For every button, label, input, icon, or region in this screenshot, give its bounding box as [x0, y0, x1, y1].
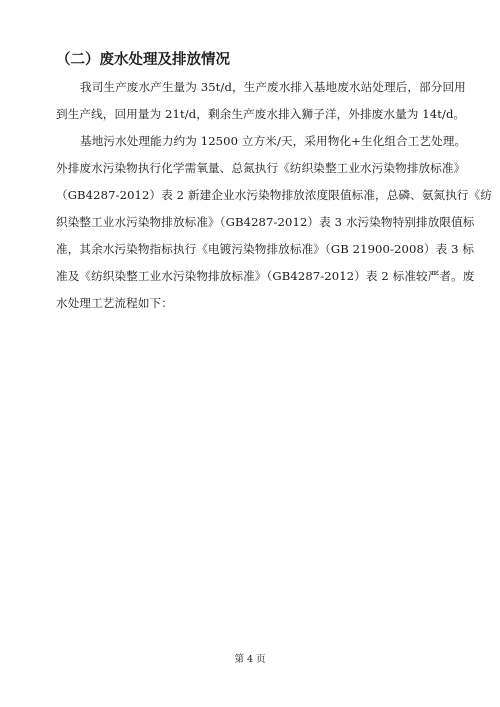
paragraph-line: 织染整工业水污染物排放标准》（GB4287-2012）表 3 水污染物特别排放限值标 [56, 215, 475, 229]
paragraph-line: 基地污水处理能力约为 12500 立方米/天，采用物化+生化组合工艺处理。 [80, 134, 467, 148]
section-heading: （二）废水处理及排放情况 [56, 52, 230, 68]
paragraph-wastewater-volume [56, 74, 466, 128]
paragraph-treatment-standards [56, 128, 492, 317]
paragraph-line: 我司生产废水产生量为 35t/d，生产废水排入基地废水站处理后，部分回用 [80, 80, 466, 94]
paragraph-line: 外排废水污染物执行化学需氧量、总氮执行《纺织染整工业水污染物排放标准》 [56, 161, 466, 175]
paragraph-line: 到生产线，回用量为 21t/d，剩余生产废水排入狮子洋，外排废水量为 14t/d。 [56, 107, 466, 121]
paragraph-line: 水处理工艺流程如下： [56, 296, 173, 310]
paragraph-line: 准，其余水污染物指标执行《电镀污染物排放标准》（GB 21900-2008）表 3 标 [56, 242, 475, 256]
paragraph-line: （GB4287-2012）表 2 新建企业水污染物排放浓度限值标准，总磷、氨氮执行《纺 [56, 188, 492, 202]
page-number: 第 4 页 [234, 654, 266, 665]
paragraph-line: 准及《纺织染整工业水污染物排放标准》（GB4287-2012）表 2 标准较严者。废 [56, 269, 475, 283]
